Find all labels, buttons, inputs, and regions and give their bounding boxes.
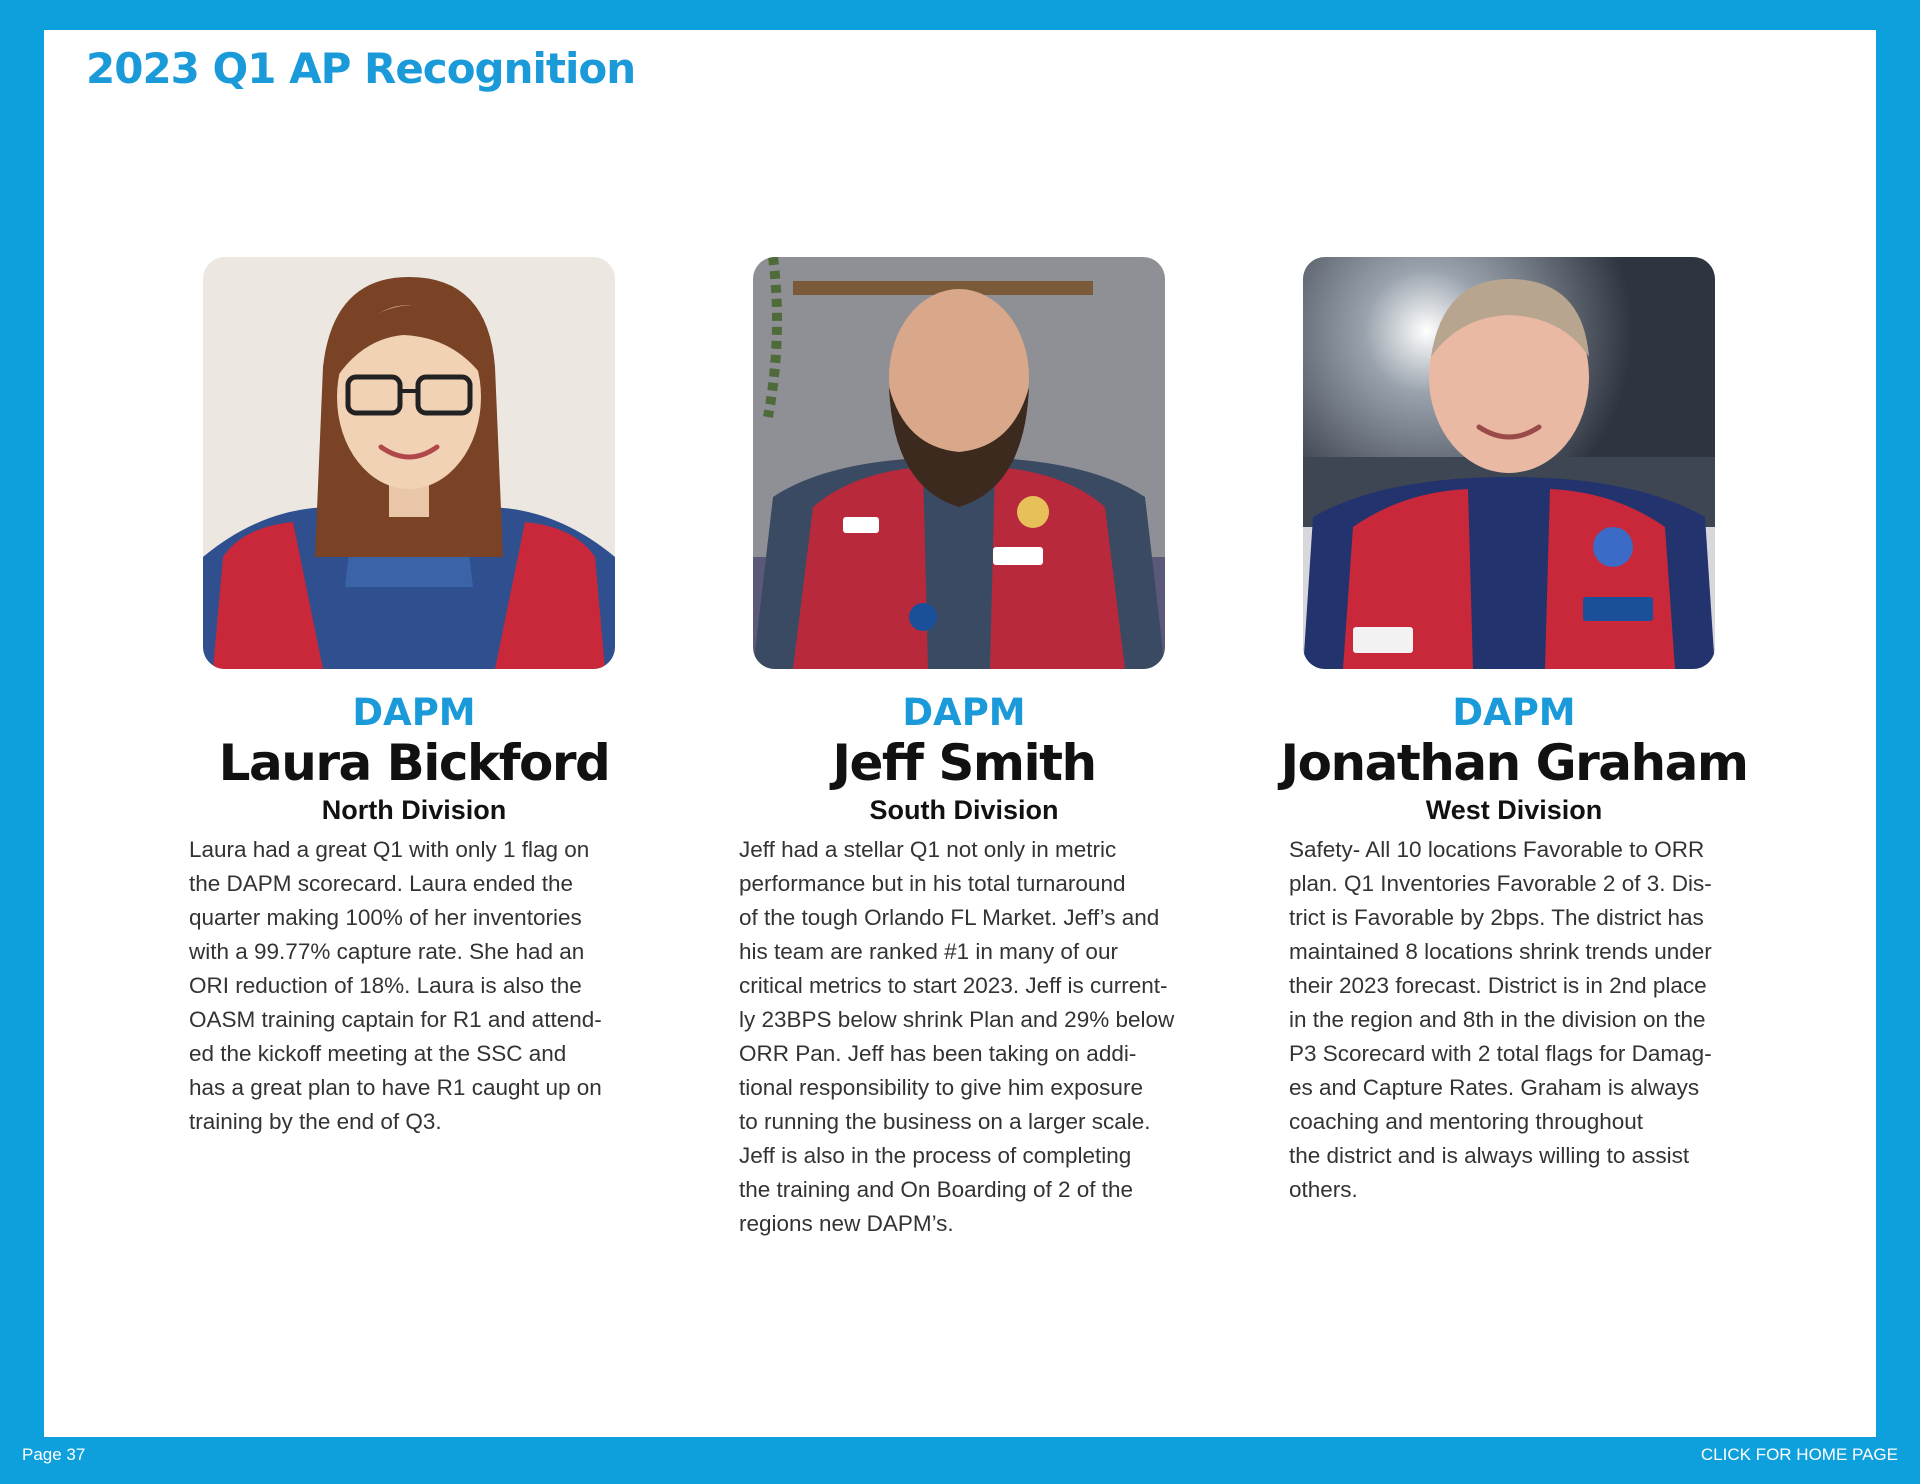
home-page-link[interactable]: CLICK FOR HOME PAGE [1700,1445,1898,1464]
bio-text [174,833,644,1139]
bio-line: ly 23BPS below shrink Plan and 29% below [739,1007,1175,1032]
photo-jonathan [1303,257,1715,669]
division-label: North Division [321,795,507,825]
bio-line: OASM training captain for R1 and attend- [189,1007,602,1032]
bio-line: ed the kickoff meeting at the SSC and [189,1041,567,1066]
bio-line: Safety- All 10 locations Favorable to ORR [1289,837,1705,862]
bio-line: the DAPM scorecard. Laura ended the [189,871,573,896]
bio-line: in the region and 8th in the division on the [1289,1007,1706,1032]
person-name: Laura Bickford [218,734,610,792]
page-number: Page 37 [22,1445,86,1464]
bio-line: with a 99.77% capture rate. She had an [189,939,585,964]
bio-line: critical metrics to start 2023. Jeff is current- [739,973,1168,998]
division-label: South Division [869,795,1059,825]
bio-line: ORI reduction of 18%. Laura is also the [189,973,582,998]
bio-line: Laura had a great Q1 with only 1 flag on [189,837,590,862]
bio-line: to running the business on a larger scale. [739,1109,1151,1134]
recognition-card-jonathan [1274,257,1754,1207]
bio-line: their 2023 forecast. District is in 2nd place [1289,973,1707,998]
page-title: 2023 Q1 AP Recognition [86,44,636,93]
bio-line: regions new DAPM’s. [739,1211,954,1236]
bio-line: trict is Favorable by 2bps. The district has [1289,905,1704,930]
division-label: West Division [1425,795,1603,825]
photo-laura [203,257,615,669]
bio-line: his team are ranked #1 in many of our [739,939,1118,964]
bio-line: training by the end of Q3. [189,1109,442,1134]
recognition-card-jeff [724,257,1204,1241]
bio-line: plan. Q1 Inventories Favorable 2 of 3. Dis- [1289,871,1712,896]
role-label: DAPM [902,691,1026,734]
document-page [44,30,1876,1437]
bio-line: coaching and mentoring throughout [1289,1109,1644,1134]
bio-text [1274,833,1744,1207]
bio-line: the training and On Boarding of 2 of the [739,1177,1134,1202]
role-label: DAPM [352,691,476,734]
bio-line: Jeff had a stellar Q1 not only in metric [739,837,1117,862]
bio-line: the district and is always willing to assist [1289,1143,1690,1168]
bio-line: maintained 8 locations shrink trends under [1289,939,1712,964]
bio-line: ORR Pan. Jeff has been taking on addi- [739,1041,1137,1066]
photo-jeff [753,257,1165,669]
bio-line: of the tough Orlando FL Market. Jeff’s and [739,905,1160,930]
bio-line: tional responsibility to give him exposure [739,1075,1143,1100]
bio-line: performance but in his total turnaround [739,871,1126,896]
person-name: Jeff Smith [832,734,1096,792]
bio-line: P3 Scorecard with 2 total flags for Damag- [1289,1041,1712,1066]
bio-line: es and Capture Rates. Graham is always [1289,1075,1700,1100]
bio-line: Jeff is also in the process of completing [739,1143,1132,1168]
bio-line: others. [1289,1177,1358,1202]
person-name: Jonathan Graham [1280,734,1748,792]
role-label: DAPM [1452,691,1576,734]
bio-line: has a great plan to have R1 caught up on [189,1075,602,1100]
recognition-card-laura [174,257,654,1139]
bio-text [724,833,1194,1241]
bio-line: quarter making 100% of her inventories [189,905,582,930]
